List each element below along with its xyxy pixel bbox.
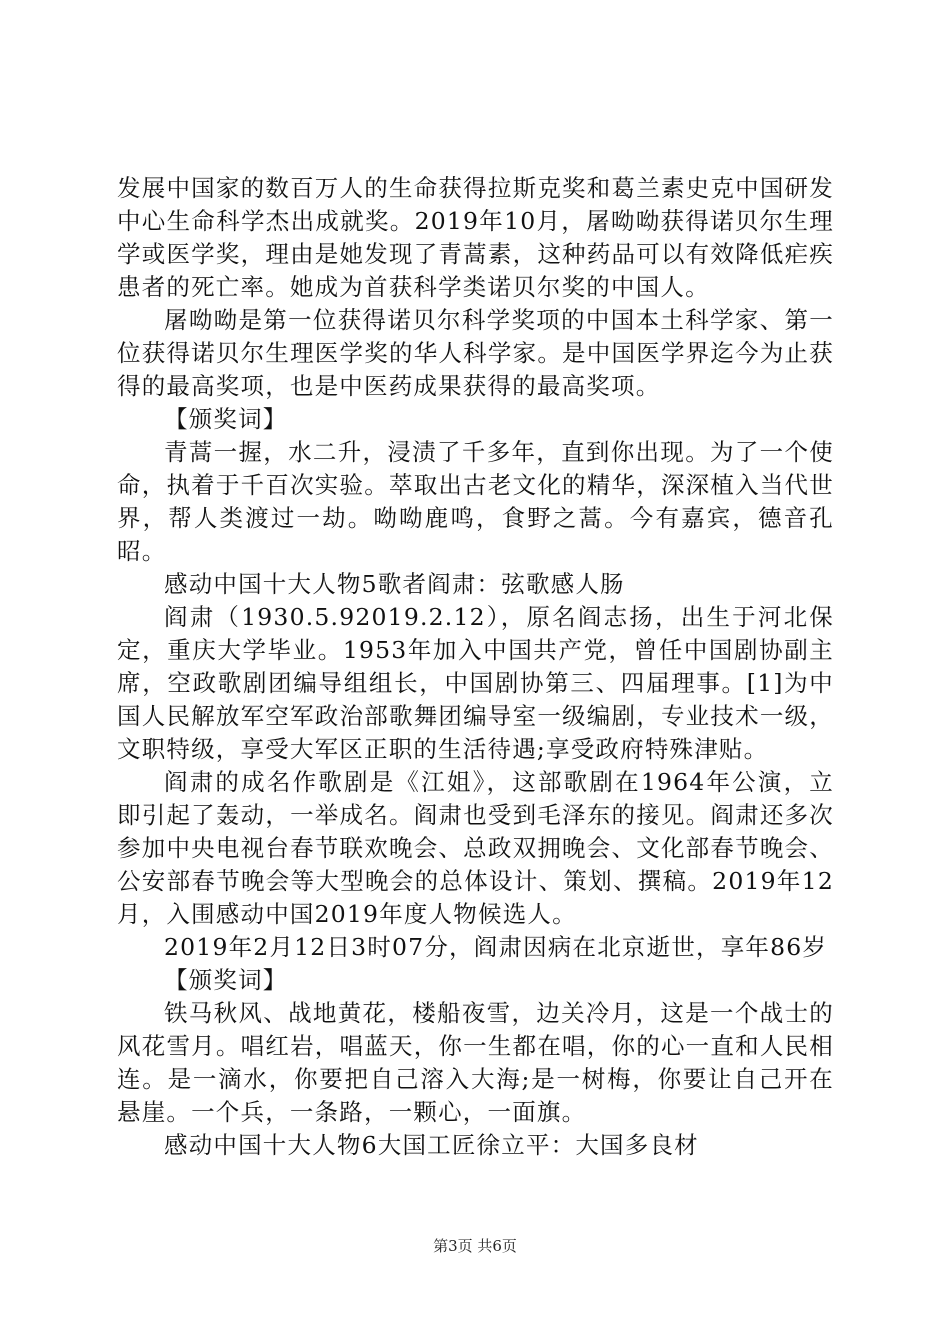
page-number-footer: 第3页 共6页 bbox=[433, 1237, 517, 1255]
award-citation-text: 青蒿一握，水二升，浸渍了千多年，直到你出现。为了一个使命，执着于千百次实验。萃取出古老文化的精华，深深植入当代世界，帮人类渡过一劫。呦呦鹿鸣，食野之蒿。今有嘉宾，德音孔昭。 bbox=[117, 438, 834, 565]
paragraph-yan-su-bio: 阎肃（1930.5.92019.2.12），原名阎志扬，出生于河北保定，重庆大学毕业。1953年加入中国共产党，曾任中国剧协副主席，空政歌剧团编导组组长，中国剧协第三、四届理事。[1]为中国人民解放军空军政治部歌舞团编导室一级编剧，专业技术一级，文职特级，享受大军区正职的生活待遇;享受政府特殊津贴。 bbox=[117, 603, 834, 763]
section-heading-5: 感动中国十大人物5歌者阎肃：弦歌感人肠 bbox=[164, 570, 625, 598]
paragraph-tu-youyou-first: 屠呦呦是第一位获得诺贝尔科学奖项的中国本土科学家、第一位获得诺贝尔生理医学奖的华人科学家。是中国医学界迄今为止获得的最高奖项，也是中医药成果获得的最高奖项。 bbox=[117, 306, 834, 400]
section-heading-6: 感动中国十大人物6大国工匠徐立平：大国多良材 bbox=[164, 1131, 699, 1159]
paragraph-continuation: 发展中国家的数百万人的生命获得拉斯克奖和葛兰素史克中国研发中心生命科学杰出成就奖。2019年10月，屠呦呦获得诺贝尔生理学或医学奖，理由是她发现了青蒿素，这种药品可以有效降低疟疾患者的死亡率。她成为首获科学类诺贝尔奖的中国人。 bbox=[117, 174, 834, 301]
award-citation-heading: 【颁奖词】 bbox=[164, 405, 288, 433]
paragraph-yan-su-works: 阎肃的成名作歌剧是《江姐》，这部歌剧在1964年公演，立即引起了轰动，一举成名。阎肃也受到毛泽东的接见。阎肃还多次参加中央电视台春节联欢晚会、总政双拥晚会、文化部春节晚会、公安部春节晚会等大型晚会的总体设计、策划、撰稿。2019年12月，入围感动中国2019年度人物候选人。 bbox=[117, 768, 834, 928]
document-body bbox=[117, 172, 834, 1162]
award-citation-text-2: 铁马秋风、战地黄花，楼船夜雪，边关冷月，这是一个战士的风花雪月。唱红岩，唱蓝天，你一生都在唱，你的心一直和人民相连。是一滴水，你要把自己溶入大海;是一树梅，你要让自己开在悬崖。一个兵，一条路，一颗心，一面旗。 bbox=[117, 999, 834, 1126]
award-citation-heading-2: 【颁奖词】 bbox=[164, 966, 288, 994]
paragraph-yan-su-death: 2019年2月12日3时07分，阎肃因病在北京逝世，享年86岁 bbox=[164, 933, 828, 961]
